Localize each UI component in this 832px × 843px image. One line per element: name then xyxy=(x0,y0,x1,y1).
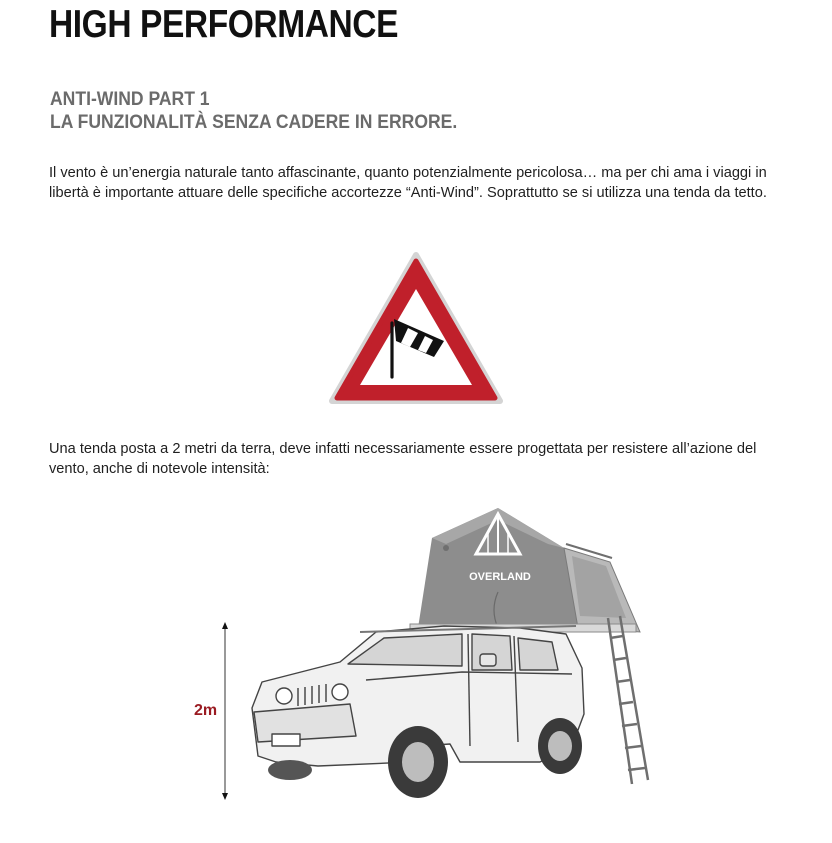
height-2m-label: 2m xyxy=(194,702,218,719)
section-heading xyxy=(50,88,457,134)
section-heading-line-1: ANTI-WIND PART 1 xyxy=(50,88,210,110)
page-title: HIGH PERFORMANCE xyxy=(49,3,399,46)
windsock-warning-sign-icon xyxy=(326,249,506,409)
intro-paragraph: Il vento è un’energia naturale tanto affascinante, quanto potenzialmente pericolosa… ma per chi ama i viaggi in libertà è importante attuare delle specifiche accortezze “Anti-Wind”. Soprattutto se si utilizza una tenda da tetto. xyxy=(49,165,767,201)
rooftop-tent xyxy=(410,508,640,632)
car-rooftop-tent-illustration xyxy=(180,500,660,810)
tent-ladder xyxy=(608,616,648,784)
section-heading-line-2: LA FUNZIONALITÀ SENZA CADERE IN ERRORE. xyxy=(50,111,458,133)
height-dimension-arrow xyxy=(222,622,228,800)
overland-logo: OVERLAND xyxy=(469,571,531,583)
height-paragraph: Una tenda posta a 2 metri da terra, deve infatti necessariamente essere progettata per resistere all’azione del vento, anche di notevole intensità: xyxy=(49,441,757,477)
